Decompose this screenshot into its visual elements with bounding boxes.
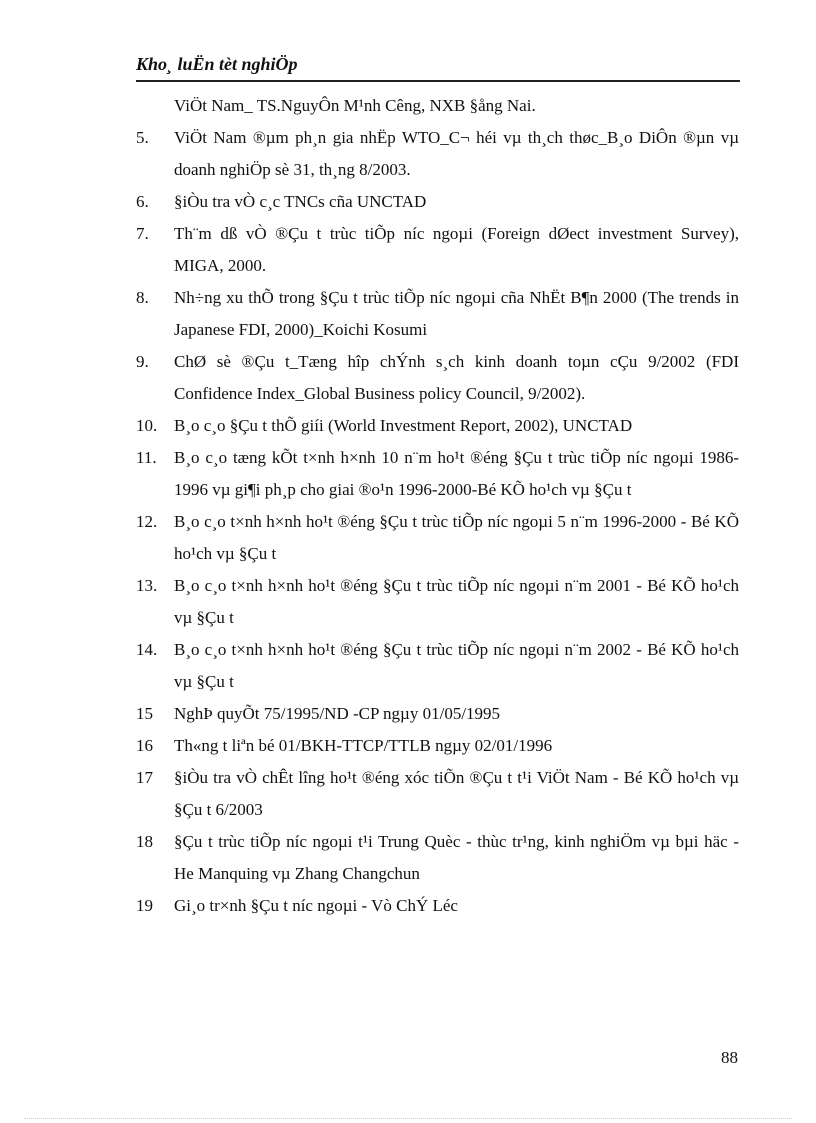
ref-text: B¸o c¸o t×nh h×nh ho¹t ®éng §Çu t trùc tiÕp níc ngoµi n¨m 2002 - Bé KÕ ho¹ch vµ §Çu t [174, 640, 739, 691]
list-item [0, 570, 816, 634]
ref-number: 12. [136, 512, 158, 531]
list-item [0, 890, 816, 922]
ref-text: B¸o c¸o §Çu t thÕ giíi (World Investment Report, 2002), UNCTAD [174, 416, 633, 435]
ref-number: 14. [136, 640, 158, 659]
page-header [136, 50, 740, 82]
ref-text: §iÒu tra vÒ c¸c TNCs cña UNCTAD [174, 192, 427, 211]
ref-text: B¸o c¸o t×nh h×nh ho¹t ®éng §Çu t trùc tiÕp níc ngoµi 5 n¨m 1996-2000 - Bé KÕ ho¹ch vµ §Çu t [174, 512, 739, 563]
ref-text: ChØ sè ®Çu t_Tæng hîp chÝnh s¸ch kinh doanh toµn cÇu 9/2002 (FDI Confidence Index_Global Business policy Council, 9/2002). [174, 352, 739, 403]
ref-text: ViÖt Nam_ TS.NguyÔn M¹nh Cêng, NXB §ång Nai. [174, 96, 536, 115]
ref-text: Gi¸o tr×nh §Çu t níc ngoµi - Vò ChÝ Léc [174, 896, 458, 915]
list-item [0, 282, 816, 346]
ref-text: Th«ng t liªn bé 01/BKH-TTCP/TTLB ngµy 02/01/1996 [174, 736, 553, 755]
ref-text: Nh÷ng xu thÕ trong §Çu t trùc tiÕp níc ngoµi cña NhËt B¶n 2000 (The trends in Japanese FDI, 2000)_Koichi Kosumi [174, 288, 739, 339]
list-item [0, 762, 816, 826]
list-item [0, 698, 816, 730]
ref-number: 5. [136, 128, 149, 147]
ref-number: 17 [136, 768, 153, 787]
list-item [0, 346, 816, 410]
header-title: Kho¸ luËn tèt nghiÖp [136, 54, 298, 74]
reference-list [0, 90, 816, 922]
ref-number: 11. [136, 448, 157, 467]
list-item [0, 218, 816, 282]
list-item [0, 826, 816, 890]
ref-number: 15 [136, 704, 153, 723]
ref-text: §iÒu tra vÒ chÊt lîng ho¹t ®éng xóc tiÕn ®Çu t t¹i ViÖt Nam - Bé KÕ ho¹ch vµ §Çu t 6/2003 [174, 768, 739, 819]
ref-text: Th¨m dß vÒ ®Çu t trùc tiÕp níc ngoµi (Foreign dØect investment Survey), MIGA, 2000. [174, 224, 739, 275]
page-bottom-divider [24, 1118, 792, 1119]
ref-number: 7. [136, 224, 149, 243]
list-item [0, 410, 816, 442]
ref-number: 6. [136, 192, 149, 211]
page-number: 88 [721, 1048, 738, 1067]
ref-number: 8. [136, 288, 149, 307]
list-item [0, 442, 816, 506]
list-item [0, 90, 816, 122]
ref-number: 10. [136, 416, 158, 435]
list-item [0, 122, 816, 186]
ref-text: B¸o c¸o tæng kÕt t×nh h×nh 10 n¨m ho¹t ®éng §Çu t trùc tiÕp níc ngoµi 1986-1996 vµ gi¶i ph¸p cho giai ®o¹n 1996-2000-Bé KÕ ho¹ch vµ §Çu t [174, 448, 739, 499]
ref-number: 9. [136, 352, 149, 371]
ref-number: 18 [136, 832, 153, 851]
list-item [0, 186, 816, 218]
list-item [0, 730, 816, 762]
ref-number: 16 [136, 736, 153, 755]
ref-number: 19 [136, 896, 153, 915]
list-item [0, 506, 816, 570]
ref-text: B¸o c¸o t×nh h×nh ho¹t ®éng §Çu t trùc tiÕp níc ngoµi n¨m 2001 - Bé KÕ ho¹ch vµ §Çu t [174, 576, 739, 627]
ref-text: ViÖt Nam ®µm ph¸n gia nhËp WTO_C¬ héi vµ th¸ch thøc_B¸o DiÔn ®µn vµ doanh nghiÖp sè 31, th¸ng 8/2003. [174, 128, 739, 179]
ref-number: 13. [136, 576, 158, 595]
ref-text: NghÞ quyÕt 75/1995/ND -CP ngµy 01/05/1995 [174, 704, 501, 723]
ref-text: §Çu t trùc tiÕp níc ngoµi t¹i Trung Quèc - thùc tr¹ng, kinh nghiÖm vµ bµi häc - He Manquing vµ Zhang Changchun [174, 832, 739, 883]
list-item [0, 634, 816, 698]
